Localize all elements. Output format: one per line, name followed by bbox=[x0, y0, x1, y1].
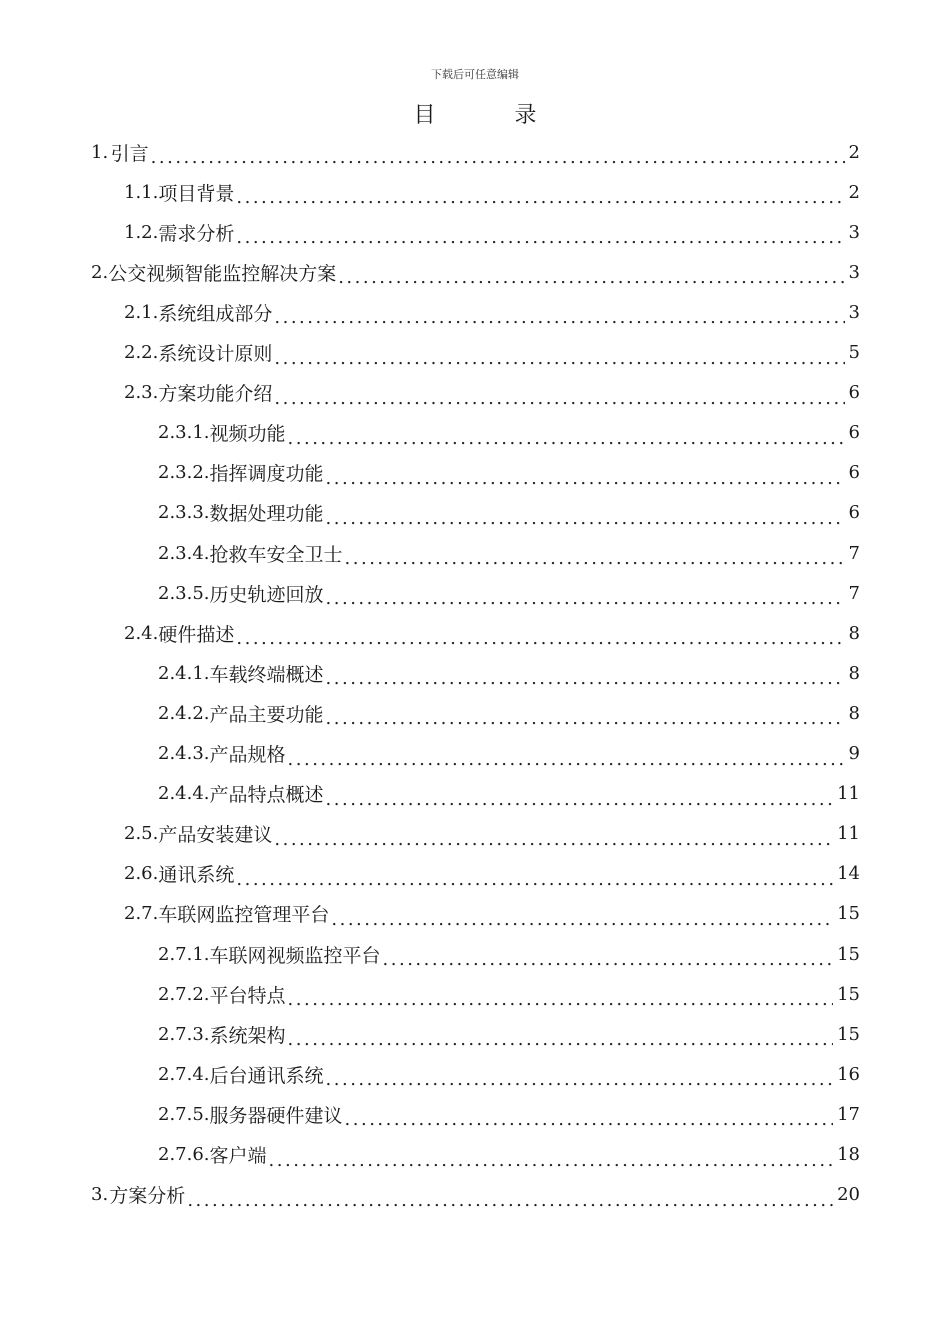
toc-entry[interactable] bbox=[124, 814, 860, 854]
toc-entry-number: 2.7.4. bbox=[158, 1063, 210, 1085]
toc-entry-page: 6 bbox=[848, 502, 860, 524]
toc-entry-label: 产品安装建议 bbox=[158, 824, 273, 847]
toc-entry[interactable] bbox=[158, 734, 860, 774]
toc-entry-label: 引言 bbox=[110, 142, 149, 165]
toc-entry-number: 2.3.4. bbox=[158, 542, 210, 564]
toc-entry-number: 2.3.1. bbox=[158, 422, 210, 444]
toc-entry[interactable] bbox=[158, 1094, 860, 1134]
toc-entry[interactable] bbox=[124, 292, 860, 332]
toc-entry-label: 产品特点概述 bbox=[209, 784, 324, 807]
toc-entry-page: 3 bbox=[848, 301, 860, 323]
toc-entry[interactable] bbox=[124, 894, 860, 934]
toc-entry[interactable] bbox=[124, 613, 860, 653]
toc-entry-page: 15 bbox=[837, 1023, 860, 1045]
dot-leader bbox=[236, 192, 844, 212]
toc-entry-label: 车联网监控管理平台 bbox=[158, 904, 330, 927]
toc-entry-number: 2.7.2. bbox=[158, 983, 210, 1005]
dot-leader bbox=[326, 713, 845, 733]
toc-title: 目 录 bbox=[413, 103, 573, 128]
toc-entry-number: 2.6. bbox=[124, 863, 159, 885]
toc-entry-number: 3. bbox=[91, 1184, 109, 1206]
dot-leader bbox=[288, 754, 845, 774]
header-note: 下载后可任意编辑 bbox=[431, 68, 519, 81]
toc-entry[interactable] bbox=[158, 974, 860, 1014]
toc-entry-page: 14 bbox=[837, 863, 860, 885]
toc-entry-number: 2.4. bbox=[124, 622, 159, 644]
toc-entry-page: 8 bbox=[848, 702, 860, 724]
toc-entry-label: 系统设计原则 bbox=[158, 343, 273, 365]
toc-entry-number: 2.2. bbox=[124, 342, 159, 363]
toc-entry[interactable] bbox=[158, 533, 860, 573]
toc-entry-label: 数据处理功能 bbox=[209, 503, 324, 526]
toc-entry-label: 抢救车安全卫士 bbox=[209, 543, 343, 566]
toc-entry-page: 2 bbox=[848, 181, 860, 203]
toc-entry-number: 2.7.3. bbox=[158, 1023, 210, 1045]
toc-entry-label: 指挥调度功能 bbox=[209, 463, 324, 486]
toc-entry-page: 9 bbox=[848, 743, 860, 764]
toc-entry[interactable] bbox=[158, 1014, 860, 1054]
toc-entry[interactable] bbox=[158, 774, 860, 814]
toc-entry-number: 2.3.5. bbox=[158, 582, 210, 604]
dot-leader bbox=[326, 673, 845, 693]
dot-leader bbox=[274, 834, 833, 854]
toc-entry-label: 需求分析 bbox=[158, 222, 235, 245]
toc-entry-label: 车联网视频监控平台 bbox=[209, 944, 381, 967]
dot-leader bbox=[326, 593, 845, 613]
dot-leader bbox=[274, 353, 844, 373]
toc-entry[interactable] bbox=[158, 693, 860, 733]
toc-entry-page: 18 bbox=[837, 1144, 860, 1165]
dot-leader bbox=[187, 1195, 833, 1215]
toc-entry[interactable] bbox=[91, 1175, 860, 1215]
dot-leader bbox=[269, 1155, 834, 1175]
dot-leader bbox=[326, 513, 845, 533]
toc-entry-page: 16 bbox=[837, 1063, 860, 1085]
toc-entry[interactable] bbox=[158, 413, 860, 453]
toc-entry-label: 系统架构 bbox=[209, 1024, 286, 1047]
dot-leader bbox=[345, 1114, 834, 1134]
toc-entry-number: 2.3. bbox=[124, 382, 159, 404]
dot-leader bbox=[345, 553, 845, 573]
toc-entry[interactable] bbox=[158, 1054, 860, 1094]
dot-leader bbox=[288, 994, 834, 1014]
toc-entry[interactable] bbox=[91, 252, 860, 292]
toc-entry[interactable] bbox=[91, 132, 860, 172]
toc-entry-label: 产品规格 bbox=[209, 744, 286, 766]
toc-entry[interactable] bbox=[124, 172, 860, 212]
toc-entry-number: 2.4.1. bbox=[158, 662, 210, 684]
toc-entry[interactable] bbox=[124, 854, 860, 894]
toc-entry-page: 5 bbox=[848, 342, 860, 363]
dot-leader bbox=[326, 794, 834, 814]
toc-entry-label: 平台特点 bbox=[209, 984, 286, 1007]
toc-entry[interactable] bbox=[124, 333, 860, 373]
toc-entry-page: 6 bbox=[848, 382, 860, 404]
toc-entry-number: 2.3.3. bbox=[158, 502, 210, 524]
dot-leader bbox=[326, 473, 845, 493]
toc-entry-label: 车载终端概述 bbox=[209, 663, 324, 686]
toc-entry-number: 2.1. bbox=[124, 301, 159, 323]
dot-leader bbox=[331, 914, 833, 934]
toc-entry-number: 1. bbox=[91, 141, 109, 163]
toc-entry-number: 2.4.2. bbox=[158, 702, 210, 724]
toc-entry-number: 2.5. bbox=[124, 823, 159, 845]
toc-entry-label: 视频功能 bbox=[209, 423, 286, 446]
toc-entry[interactable] bbox=[158, 573, 860, 613]
toc-entry-label: 项目背景 bbox=[158, 182, 235, 205]
dot-leader bbox=[274, 312, 844, 332]
dot-leader bbox=[236, 874, 833, 894]
toc-entry[interactable] bbox=[158, 493, 860, 533]
toc-entry-label: 通讯系统 bbox=[158, 864, 235, 887]
toc-entry-page: 17 bbox=[837, 1103, 860, 1125]
toc-entry-page: 11 bbox=[837, 783, 860, 805]
toc-entry[interactable] bbox=[158, 934, 860, 974]
toc-entry-page: 15 bbox=[837, 903, 860, 925]
dot-leader bbox=[236, 232, 844, 252]
toc-entry-label: 方案功能介绍 bbox=[158, 383, 273, 406]
toc-entry-number: 2.7.5. bbox=[158, 1103, 210, 1125]
toc-entry-page: 7 bbox=[848, 542, 860, 564]
toc-entry-page: 6 bbox=[848, 422, 860, 444]
toc-entry-page: 3 bbox=[848, 221, 860, 243]
toc-entry-label: 后台通讯系统 bbox=[209, 1064, 324, 1087]
toc-entry-label: 客户端 bbox=[209, 1145, 267, 1167]
toc-entry-label: 系统组成部分 bbox=[158, 302, 273, 325]
dot-leader bbox=[288, 1034, 834, 1054]
toc-entry-page: 15 bbox=[837, 943, 860, 965]
dot-leader bbox=[326, 1074, 834, 1094]
toc-entry[interactable] bbox=[158, 653, 860, 693]
toc-entry[interactable] bbox=[158, 453, 860, 493]
toc-entry-label: 产品主要功能 bbox=[209, 703, 324, 726]
toc-entry[interactable] bbox=[124, 373, 860, 413]
toc-entry-page: 7 bbox=[848, 582, 860, 604]
toc-entry-page: 8 bbox=[848, 662, 860, 684]
toc-entry-number: 2.4.4. bbox=[158, 783, 210, 805]
toc-entry-page: 6 bbox=[848, 462, 860, 484]
toc-entry-number: 2.7. bbox=[124, 903, 159, 925]
toc-entry-page: 2 bbox=[848, 141, 860, 163]
toc-entry[interactable] bbox=[124, 212, 860, 252]
toc-entry-number: 2.7.1. bbox=[158, 943, 210, 965]
dot-leader bbox=[338, 272, 844, 292]
toc-entry-number: 2.3.2. bbox=[158, 462, 210, 484]
toc-entry-number: 1.2. bbox=[124, 221, 159, 243]
toc-entry-label: 历史轨迹回放 bbox=[209, 583, 324, 606]
toc-entry-page: 20 bbox=[837, 1184, 860, 1206]
toc-entry-number: 2.7.6. bbox=[158, 1144, 210, 1165]
toc-entry-page: 11 bbox=[837, 823, 860, 845]
toc-entry-number: 1.1. bbox=[124, 181, 159, 203]
dot-leader bbox=[236, 633, 844, 653]
toc-entry-label: 服务器硬件建议 bbox=[209, 1104, 343, 1127]
dot-leader bbox=[274, 393, 844, 413]
toc-entry-page: 3 bbox=[848, 261, 860, 283]
dot-leader bbox=[383, 954, 834, 974]
dot-leader bbox=[151, 152, 845, 172]
toc-entry-label: 方案分析 bbox=[109, 1185, 186, 1208]
toc-entry[interactable] bbox=[158, 1135, 860, 1175]
toc-entry-label: 硬件描述 bbox=[158, 623, 235, 646]
toc-entry-number: 2. bbox=[91, 261, 109, 283]
toc-entry-page: 8 bbox=[848, 622, 860, 644]
toc-entry-number: 2.4.3. bbox=[158, 743, 210, 764]
toc-entry-page: 15 bbox=[837, 983, 860, 1005]
toc-entry-label: 公交视频智能监控解决方案 bbox=[108, 262, 337, 285]
dot-leader bbox=[288, 433, 845, 453]
